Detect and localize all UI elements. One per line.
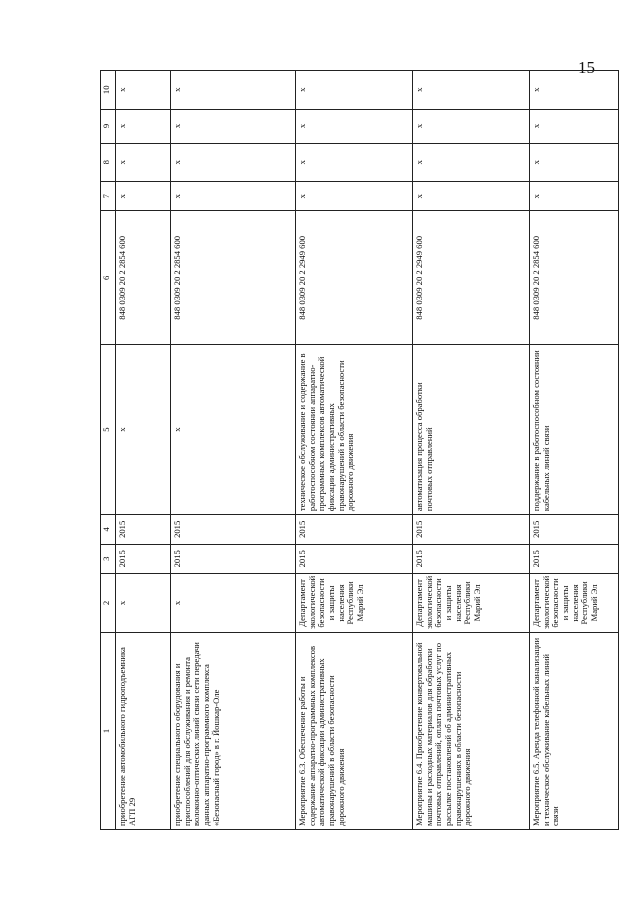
column-10-cell: x	[296, 71, 413, 110]
column-number-header-row	[101, 71, 116, 830]
measure-name-cell: Мероприятие 6.3. Обеспечение работы и содержание аппаратно-программных комплексов автоматической фиксации административных правонарушений в области безопасности дорожного движения	[296, 632, 413, 829]
column-7-cell: x	[116, 182, 171, 211]
column-8-cell: x	[296, 143, 413, 182]
column-header-6: 6	[101, 211, 116, 345]
column-header-8: 8	[101, 143, 116, 182]
executor-cell: Департамент экологической безопасности и защиты населения Республики Марий Эл	[413, 573, 530, 632]
column-9-cell: x	[296, 109, 413, 143]
column-9-cell: x	[530, 109, 619, 143]
column-8-cell: x	[413, 143, 530, 182]
budget-code-cell: 848 0309 20 2 2854 600	[530, 211, 619, 345]
budget-code-cell: 848 0309 20 2 2949 600	[296, 211, 413, 345]
measure-name-cell: приобретение специального оборудования и приспособлений для обслуживания и ремонта волоконно-оптических линий связи сети передачи данных аппаратно-программного комплекса «Безопасный город» в г. Йошкар-Оле	[171, 632, 296, 829]
column-7-cell: x	[413, 182, 530, 211]
end-year-cell: 2015	[413, 515, 530, 544]
column-header-1: 1	[101, 632, 116, 829]
column-header-4: 4	[101, 515, 116, 544]
column-8-cell: x	[116, 143, 171, 182]
measure-name-cell: Мероприятие 6.4. Приобретение конвертовальной машины и расходных материалов для обработки почтовых отправлений, оплата почтовых услуг по рассылке постановлений об административных правонарушениях в области безопасности дорожного движения	[413, 632, 530, 829]
executor-cell: Департамент экологической безопасности и защиты населения Республики Марий Эл	[296, 573, 413, 632]
table-row	[171, 71, 296, 830]
expected-result-cell: техническое обслуживание и содержание в работоспособном состоянии аппаратно-программных комплексов автоматической фиксации административных правонарушений в области безопасности дорожного движения	[296, 345, 413, 515]
table-row	[296, 71, 413, 830]
table-row	[530, 71, 619, 830]
column-header-10: 10	[101, 71, 116, 110]
column-header-9: 9	[101, 109, 116, 143]
start-year-cell: 2015	[413, 544, 530, 573]
expected-result-cell: поддержание в работоспособном состоянии кабельных линий связи	[530, 345, 619, 515]
column-8-cell: x	[530, 143, 619, 182]
column-7-cell: x	[296, 182, 413, 211]
budget-code-cell: 848 0309 20 2 2949 600	[413, 211, 530, 345]
executor-cell: x	[171, 573, 296, 632]
column-header-2: 2	[101, 573, 116, 632]
budget-code-cell: 848 0309 20 2 2854 600	[171, 211, 296, 345]
measure-name-cell: Мероприятие 6.5. Аренда телефонной канализации и техническое обслуживание кабельных линий связи	[530, 632, 619, 829]
column-header-3: 3	[101, 544, 116, 573]
end-year-cell: 2015	[171, 515, 296, 544]
table-row	[116, 71, 171, 830]
column-header-5: 5	[101, 345, 116, 515]
end-year-cell: 2015	[530, 515, 619, 544]
budget-code-cell: 848 0309 20 2 2854 600	[116, 211, 171, 345]
column-9-cell: x	[116, 109, 171, 143]
start-year-cell: 2015	[530, 544, 619, 573]
table-row	[413, 71, 530, 830]
page-number: 15	[578, 58, 595, 77]
end-year-cell: 2015	[296, 515, 413, 544]
executor-cell: x	[116, 573, 171, 632]
column-9-cell: x	[171, 109, 296, 143]
start-year-cell: 2015	[171, 544, 296, 573]
column-8-cell: x	[171, 143, 296, 182]
column-header-7: 7	[101, 182, 116, 211]
column-7-cell: x	[530, 182, 619, 211]
column-10-cell: x	[413, 71, 530, 110]
end-year-cell: 2015	[116, 515, 171, 544]
measure-name-cell: приобретение автомобильного гидроподъемника АГП 29	[116, 632, 171, 829]
expected-result-cell: x	[171, 345, 296, 515]
column-10-cell: x	[530, 71, 619, 110]
column-10-cell: x	[171, 71, 296, 110]
start-year-cell: 2015	[116, 544, 171, 573]
column-9-cell: x	[413, 109, 530, 143]
expected-result-cell: x	[116, 345, 171, 515]
expected-result-cell: автоматизация процесса обработки почтовых отправлений	[413, 345, 530, 515]
column-10-cell: x	[116, 71, 171, 110]
start-year-cell: 2015	[296, 544, 413, 573]
column-7-cell: x	[171, 182, 296, 211]
rotated-table-sheet	[100, 70, 598, 830]
program-measures-table	[100, 70, 619, 830]
executor-cell: Департамент экологической безопасности и защиты населения Республики Марий Эл	[530, 573, 619, 632]
